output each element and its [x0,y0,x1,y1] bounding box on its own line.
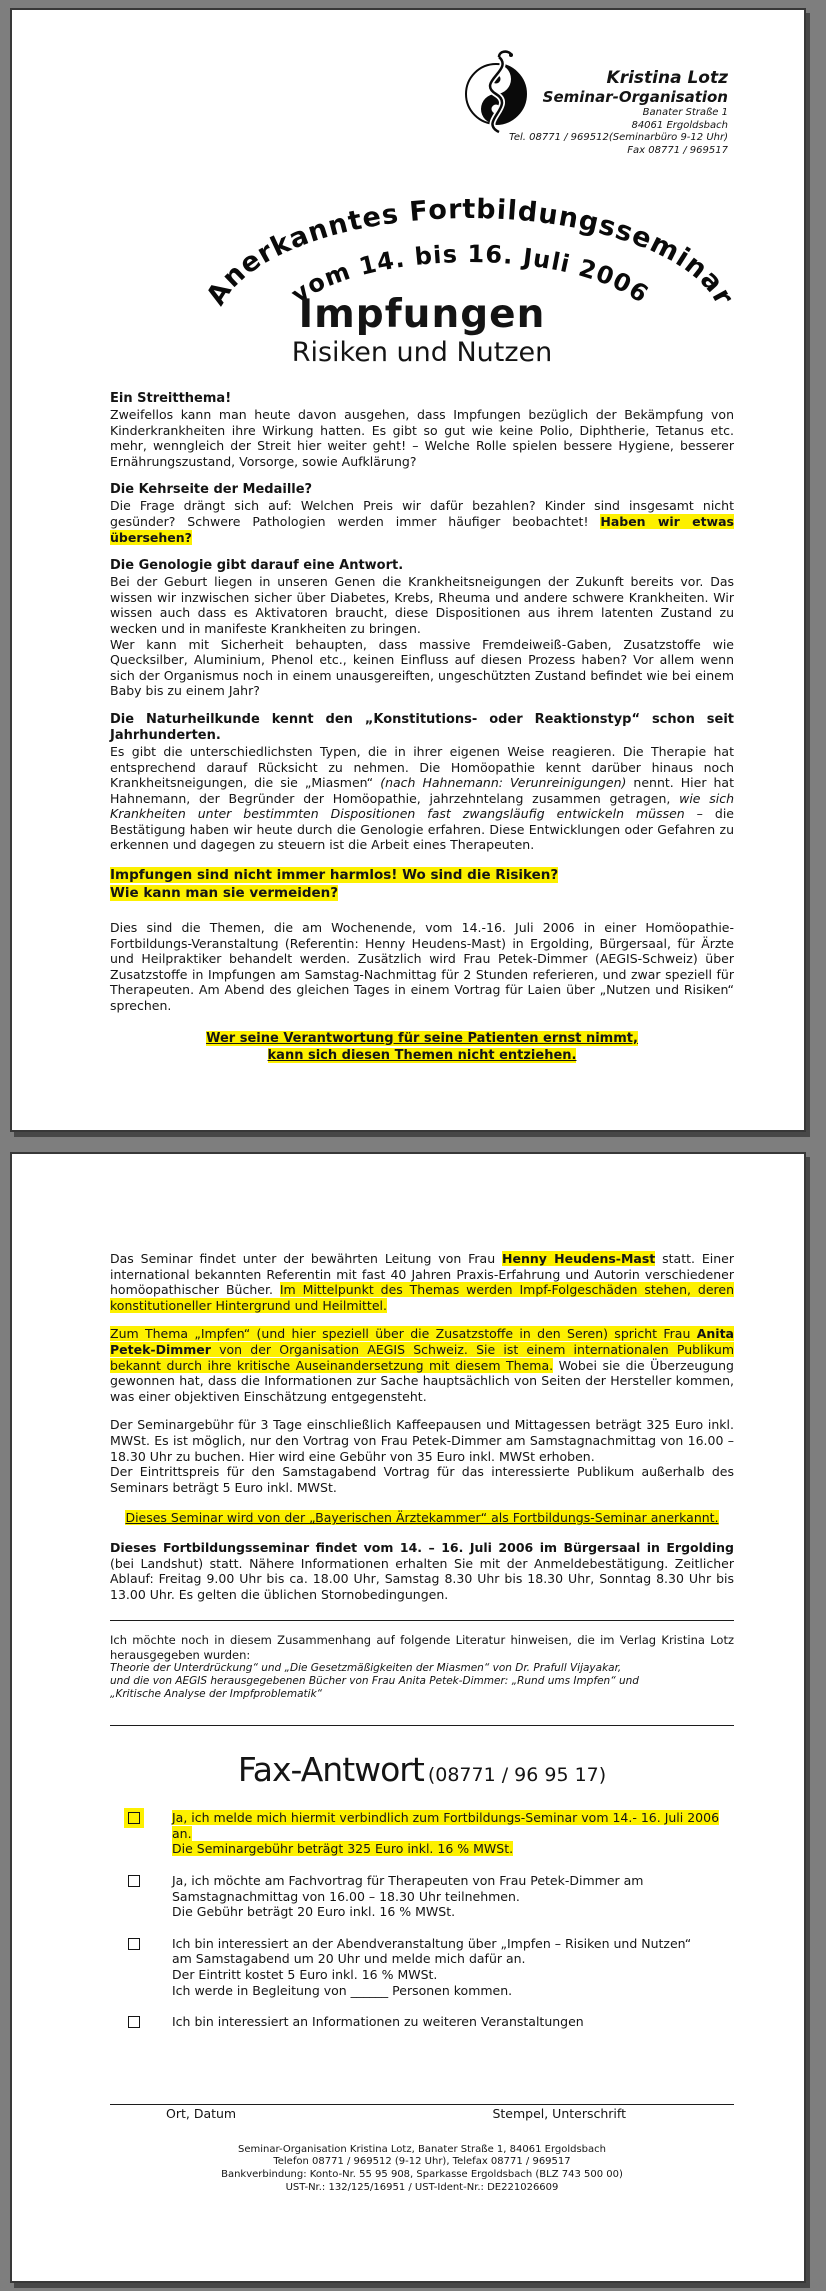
letterhead-organisation: Seminar-Organisation [542,88,728,106]
risk-question-highlight [110,867,734,902]
paragraph-text: Wobei sie die Überzeugung gewonnen hat, dass die Informationen zur Sache hauptsächlich von Seiten der Hersteller kommen, was einer objektiven Einschätzung entgegensteht. [110,1357,734,1404]
literature-intro: Ich möchte noch in diesem Zusammenhang auf folgende Literatur hinweisen, die im Verlag Kristina Lotz herausgegeben wurden: [110,1633,734,1662]
fax-option-seminar-registration [128,1810,734,1857]
checkbox-icon [128,1812,140,1824]
literature-note [110,1633,734,1701]
fax-reply-phone: (08771 / 96 95 17) [427,1764,607,1787]
literature-item: Theorie der Unterdrückung“ und „Die Gesetzmäßigkeiten der Miasmen“ von Dr. Prafull Vijayakar, [110,1662,622,1675]
bold-text: Dieses Fortbildungsseminar findet vom 14. – 16. Juli 2006 im Bürgersaal in Ergolding [110,1539,734,1555]
footer-line: Seminar-Organisation Kristina Lotz, Banater Straße 1, 84061 Ergoldsbach [238,2143,606,2155]
section-paragraph: Der Eintrittspreis für den Samstagabend Vortrag für das interessierte Publikum außerhalb des Seminars beträgt 5 Euro inkl. MWSt. [110,1464,734,1495]
letterhead [509,68,728,157]
fax-option-text [172,2014,584,2030]
signature-label-place-date: Ort, Datum [166,2105,237,2121]
option-line: Ja, ich möchte am Fachvortrag für Therapeuten von Frau Petek-Dimmer am [172,1873,644,1889]
section-paragraph [110,1251,734,1313]
section-heading: Die Naturheilkunde kennt den „Konstitutions- oder Reaktionstyp“ schon seit Jahrhunderten. [110,711,734,743]
letterhead-city: 84061 Ergoldsbach [631,119,728,131]
highlight-line: Wie kann man sie vermeiden? [110,884,339,901]
option-line: Die Seminargebühr beträgt 325 Euro inkl. 16 % MWSt. [172,1841,514,1857]
checkbox-icon [128,2016,140,2028]
fax-option-fachvortrag [128,1873,734,1920]
paragraph-text: (bei Landshut) statt. Nähere Informationen erhalten Sie mit der Anmeldebestätigung. Zeitlicher Ablauf: Freitag 9.00 Uhr bis ca. 18.00 Uhr, Samstag 8.30 Uhr bis 18.30 Uhr, Sonntag 8.30 Uhr bis 13.00 Uhr. Es gelten die üblichen Stornobedingungen. [110,1555,734,1602]
letterhead-fax: Fax 08771 / 969517 [627,144,728,156]
page1-body [110,391,734,1065]
seminar-title: Impfungen [298,292,546,337]
signature-label-stamp: Stempel, Unterschrift [492,2105,626,2121]
page2-body [110,1251,734,2194]
footer-line: UST-Nr.: 132/125/16951 / UST-Ident-Nr.: DE221026609 [285,2181,559,2193]
paragraph-text: Das Seminar findet unter der bewährten Leitung von Frau [110,1251,503,1266]
section-streitthema [110,391,734,469]
checkbox-icon [128,1938,140,1950]
section-paragraph [110,498,734,545]
aerztekammer-highlight [110,1510,734,1526]
fax-option-weitere-infos [128,2014,734,2030]
paragraph-text: nennt. Hier hat Hahnemann, der Begründer der Homöopathie, jahrzehntelang zusammen getragen, [110,775,734,806]
signature-area [110,2104,734,2122]
paragraph-text: Es gibt die unterschiedlichsten Typen, die in ihrer eigenen Weise reagieren. Die Therapie hat entsprechend darauf Rücksicht zu nehmen. Die Homöopathie kennt darüber hinaus noch Krankheitsneigungen, die sie „Miasmen“ [110,743,734,791]
arc-banner-line2: vom 14. bis 16. Juli 2006 [286,239,654,309]
paragraph-text: – die Bestätigung haben wir heute durch die Genologie erfahren. Diese Entwicklungen oder Gefahren zu erkennen und dagegen zu steuern ist die Arbeit eines Therapeuten. [110,806,734,853]
signature-labels [110,2105,734,2122]
section-heading: Die Kehrseite der Medaille? [110,482,313,498]
section-paragraph [110,744,734,853]
section-paragraph: Bei der Geburt liegen in unseren Genen die Krankheitsneigungen der Zukunft bereits vor. Das wissen wir inzwischen sicher über Diabetes, Krebs, Rheuma und andere schwere Krankheiten. Wir wissen auch dass es Aktivatoren braucht, diese Dispositionen aus ihrem latenten Zustand zu wecken und in manifeste Krankheiten zu bringen. [110,574,734,636]
paragraph-text: Die Frage drängt sich auf: Welchen Preis wir dafür bezahlen? Kinder sind insgesamt nicht gesünder? Schwere Pathologien werden immer häufiger beobachtet! [110,498,734,529]
speaker-name-highlight: Anita Petek-Dimmer [110,1326,734,1357]
option-line: Ich bin interessiert an Informationen zu weiteren Veranstaltungen [172,2014,584,2030]
option-line: Die Gebühr beträgt 20 Euro inkl. 16 % MWSt. [172,1904,456,1920]
letterhead-name: Kristina Lotz [606,68,728,88]
paragraph-gebuehren [110,1417,734,1495]
literature-item: und die von AEGIS herausgegebenen Bücher von Frau Anita Petek-Dimmer: „Rund ums Impfen“ und [110,1675,639,1688]
divider-line [110,1620,734,1621]
checkbox-icon [128,1875,140,1887]
section-paragraph [110,1326,734,1404]
fax-reply-title: Fax-Antwort [237,1750,424,1790]
divider-line [110,1725,734,1726]
option-line: Ich werde in Begleitung von ______ Personen kommen. [172,1982,513,1998]
section-paragraph: Dies sind die Themen, die am Wochenende, vom 14.-16. Juli 2006 in einer Homöopathie-Fortbildungs-Veranstaltung (Referentin: Henny Heudens-Mast) in Ergolding, Bürgersaal, für Ärzte und Heilpraktiker behandelt werden. Zusätzlich wird Frau Petek-Dimmer (AEGIS-Schweiz) über Zusatzstoffe in Impfungen am Samstag-Nachmittag für 2 Stunden referieren, und zwar speziell für Therapeuten. Am Abend des gleichen Tages in einem Vortrag für Laien über „Nutzen und Risiken“ sprechen. [110,920,734,1014]
section-themen [110,920,734,1014]
speaker-name-highlight: Henny Heudens-Mast [502,1251,656,1266]
highlight-underlined-line: Dieses Seminar wird von der „Bayerischen Ärztekammer“ als Fortbildungs-Seminar anerkannt. [125,1510,719,1526]
letterhead-street: Banater Straße 1 [642,107,728,118]
page-1 [10,8,806,1132]
highlighted-text: Zum Thema „Impfen“ (und hier speziell über die Zusatzstoffe in den Seren) spricht Frau [110,1326,697,1342]
option-line: Ich bin interessiert an der Abendveranstaltung über „Impfen – Risiken und Nutzen“ [172,1935,692,1951]
section-paragraph: Zweifellos kann man heute davon ausgehen, dass Impfungen bezüglich der Bekämpfung von Kinderkrankheiten ihre Wirkung hatten. Es gibt so gut wie keine Polio, Diphtherie, Tetanus etc. mehr, wenngleich der Streit hier weiter geht! – Welche Rolle spielen bessere Hygiene, besserer Ernährungszustand, Vorsorge, sowie Aufklärung? [110,407,734,469]
italic-note: (nach Hahnemann: Verunreinigungen) [380,775,627,791]
option-line: Samstagnachmittag von 16.00 – 18.30 Uhr teilnehmen. [172,1888,520,1904]
section-heading: Ein Streitthema! [110,391,232,406]
footer-line: Bankverbindung: Konto-Nr. 55 95 908, Sparkasse Ergoldsbach (BLZ 743 500 00) [221,2169,623,2180]
paragraph-termin-ort [110,1540,734,1602]
highlight-underlined-line: kann sich diesen Themen nicht entziehen. [267,1048,577,1064]
paragraph-text: statt. Einer international bekannten Referentin mit fast 40 Jahren Praxis-Erfahrung und Autorin verschiedener homöopathischer Bücher. [110,1251,734,1298]
option-line: Der Eintritt kostet 5 Euro inkl. 16 % MWSt. [172,1967,438,1983]
section-naturheilkunde [110,712,734,853]
section-paragraph: Wer kann mit Sicherheit behaupten, dass massive Fremdeiweiß-Gaben, Zusatzstoffe wie Quecksilber, Aluminium, Phenol etc., keinen Einfluss auf diesen Prozess haben? Vor allem wenn sich der Organismus noch in einem unausgereiften, ungeschützten Zustand befindet wie bei einem Baby bis zu einem Jahr? [110,636,734,699]
responsibility-highlight [110,1030,734,1065]
highlighted-text: von der Organisation AEGIS Schweiz. Sie ist einem internationalen Publikum bekannt durch ihre kritische Auseinandersetzung mit diesem Thema. [110,1341,734,1373]
fax-reply-header [110,1750,734,1790]
arc-banner-line1: Anerkanntes Fortbildungsseminar [200,194,740,311]
highlighted-text: Im Mittelpunkt des Themas werden Impf-Folgeschäden stehen, deren konstitutioneller Hintergrund und Heilmittel. [110,1282,734,1313]
letterhead-phone: Tel. 08771 / 969512(Seminarbüro 9-12 Uhr) [508,132,728,143]
section-paragraph [110,1540,734,1602]
seminar-subtitle: Risiken und Nutzen [291,337,553,368]
highlight-underlined-line: Wer seine Verantwortung für seine Patienten ernst nimmt, [206,1030,638,1046]
section-genologie [110,558,734,699]
page-2 [10,1152,806,2283]
section-kehrseite [110,482,734,545]
footer-line: Telefon 08771 / 969512 (9-12 Uhr), Telefax 08771 / 969517 [273,2156,571,2168]
section-heading: Die Genologie gibt darauf eine Antwort. [110,558,404,574]
fax-option-text [172,1936,691,1998]
fax-option-text [172,1873,643,1920]
option-line: am Samstagabend um 20 Uhr und melde mich dafür an. [172,1951,526,1967]
title-block [110,294,734,368]
fax-option-abendveranstaltung [128,1936,734,1998]
option-line: Ja, ich melde mich hiermit verbindlich zum Fortbildungs-Seminar vom 14.- 16. Juli 2006 an. [172,1810,720,1841]
literature-item: „Kritische Analyse der Impfproblematik“ [110,1688,323,1701]
highlighted-emphasis: Haben wir etwas übersehen? [110,513,734,545]
document-footer [110,2144,734,2194]
highlight-line: Impfungen sind nicht immer harmlos! Wo sind die Risiken? [110,867,559,884]
italic-quote: wie sich Krankheiten unter bestimmten Dispositionen fast zwangsläufig entwickeln müssen [110,790,735,822]
paragraph-impfen-thema [110,1326,734,1404]
paragraph-seminar-leitung [110,1251,734,1313]
fax-option-text [172,1810,734,1857]
section-paragraph: Der Seminargebühr für 3 Tage einschließlich Kaffeepausen und Mittagessen beträgt 325 Euro inkl. MWSt. Es ist möglich, nur den Vortrag von Frau Petek-Dimmer am Samstagnachmittag von 16.00 – 18.30 Uhr zu buchen. Hier wird eine Gebühr von 35 Euro inkl. MWSt erhoben. [110,1417,734,1464]
